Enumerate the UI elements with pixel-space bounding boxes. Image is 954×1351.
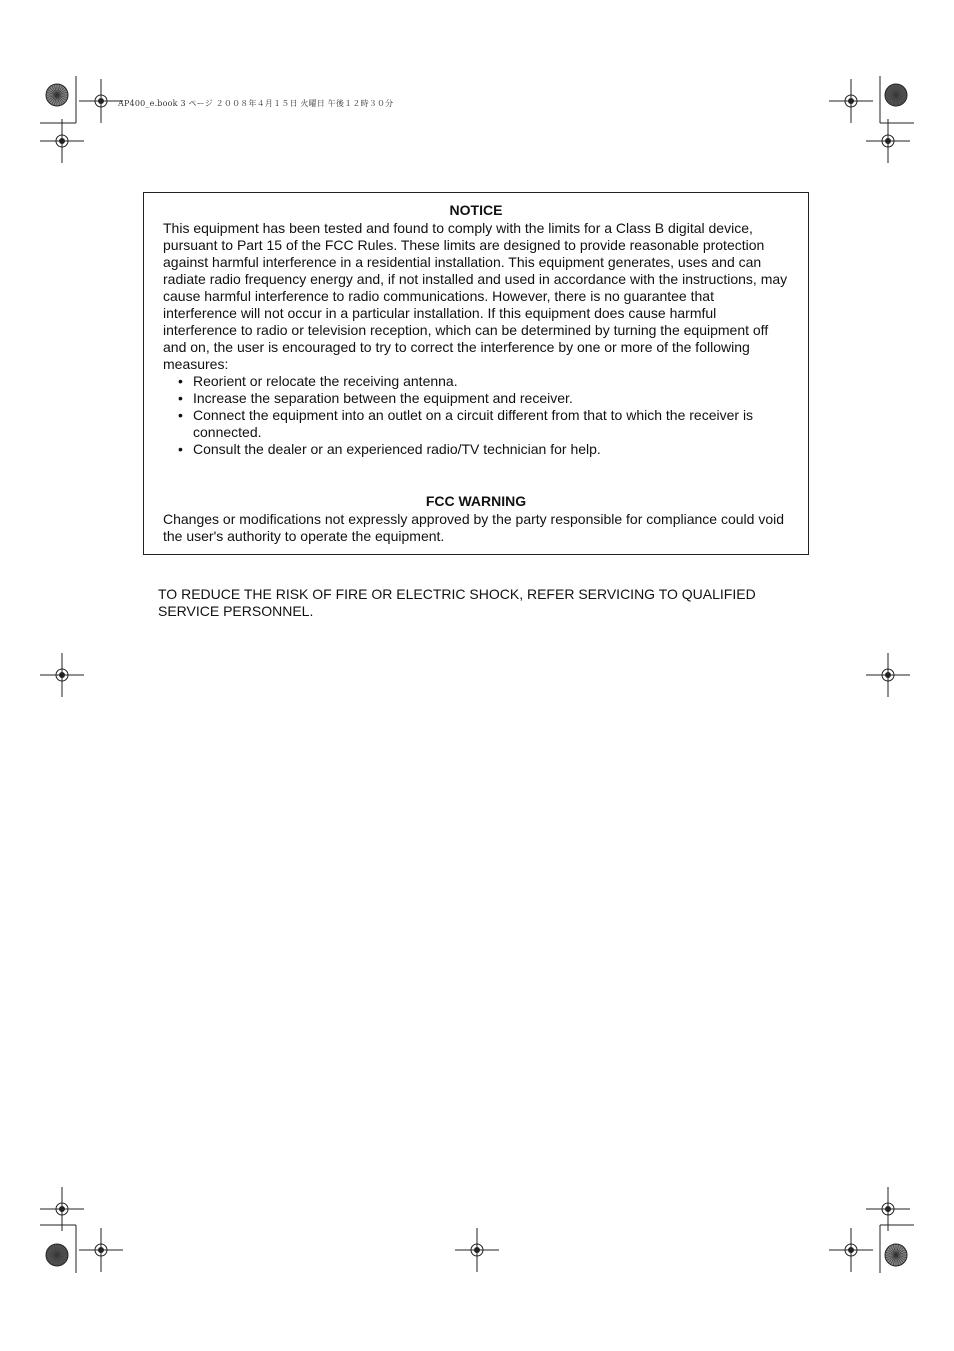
fcc-warning-body: Changes or modifications not expressly approved by the party responsible for compliance could void the user's authority to operate the equipment. [163,511,785,544]
registration-wheel-icon [46,1244,68,1266]
list-item [163,390,791,407]
registration-crosshair-icon [79,79,123,123]
registration-crosshair-icon [829,1228,873,1272]
registration-crosshair-icon [866,653,910,697]
fcc-warning-title: FCC WARNING [425,493,527,509]
bullet-icon: • [178,441,183,457]
fcc-notice-box [143,192,809,555]
list-item [163,407,791,441]
registration-crosshair-icon [40,1187,84,1231]
measures-list [163,373,791,458]
registration-crosshair-icon [866,1187,910,1231]
list-item [163,441,791,458]
print-slug-header: AP400_e.book 3 ページ ２００８年４月１５日 火曜日 午後１２時３０分 [118,99,394,108]
registration-wheel-icon [885,1244,907,1266]
notice-body: This equipment has been tested and found to comply with the limits for a Class B digital device, pursuant to Part 15 of the FCC Rules. These limits are designed to provide reasonable protection against harmful interference in a residential installation. This equipment generates, uses and can radiate radio frequency energy and, if not installed and used in accordance with the instructions, may cause harmful interference to radio communications. However, there is no guarantee that interference will not occur in a particular installation. If this equipment does cause harmful interference to radio or television reception, which can be determined by turning the equipment off and on, the user is encouraged to try to correct the interference by one or more of the following measures: [163,220,788,372]
measure-text: Consult the dealer or an experienced radio/TV technician for help. [193,441,601,457]
registration-wheel-icon [46,84,68,106]
list-item [163,373,791,390]
bullet-icon: • [178,373,183,389]
registration-crosshair-icon [829,79,873,123]
bullet-icon: • [178,390,183,406]
registration-wheel-icon [885,84,907,106]
safety-warning: TO REDUCE THE RISK OF FIRE OR ELECTRIC SHOCK, REFER SERVICING TO QUALIFIED SERVICE PERSONNEL. [158,586,756,619]
notice-title: NOTICE [449,202,503,218]
registration-crosshair-icon [40,653,84,697]
measure-text: Connect the equipment into an outlet on a circuit different from that to which the receiver is connected. [193,407,754,440]
registration-crosshair-icon [79,1228,123,1272]
measure-text: Increase the separation between the equipment and receiver. [193,390,573,406]
bullet-icon: • [178,407,183,423]
registration-crosshair-icon [866,119,910,163]
registration-crosshair-icon [40,119,84,163]
measure-text: Reorient or relocate the receiving antenna. [193,373,458,389]
registration-crosshair-icon [455,1228,499,1272]
